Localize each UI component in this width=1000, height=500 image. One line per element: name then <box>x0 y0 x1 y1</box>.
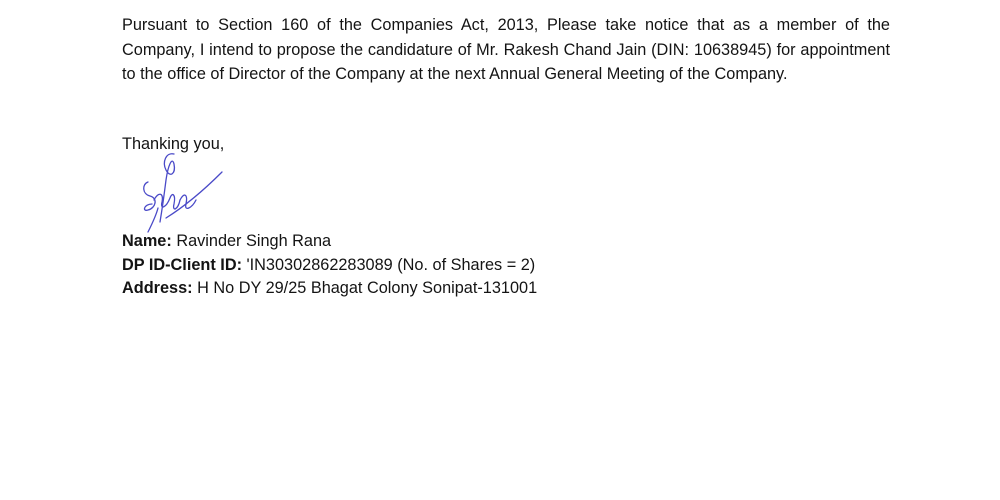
dp-client-id-value: 'IN30302862283089 (No. of Shares = 2) <box>246 255 536 274</box>
name-label: Name: <box>122 232 172 250</box>
notice-paragraph: Pursuant to Section 160 of the Companies Act, 2013, Please take notice that as a member of the Company, I intend to propose the candidature of Mr. Rakesh Chand Jain (DIN: 10638945) for appointment to the office of Director of the Company at the next Annual General Meeting of the Company. <box>122 16 890 83</box>
address-line <box>122 277 537 301</box>
dp-client-id-line <box>122 254 537 278</box>
signature-icon <box>122 148 242 240</box>
address-value: H No DY 29/25 Bhagat Colony Sonipat-131001 <box>197 279 538 297</box>
dp-client-id-label: DP ID-Client ID: <box>122 255 243 274</box>
closing-line: Thanking you, <box>122 135 225 153</box>
member-details <box>122 230 537 301</box>
member-name-line <box>122 230 537 254</box>
address-label: Address: <box>122 279 193 297</box>
member-name: Ravinder Singh Rana <box>176 232 332 250</box>
